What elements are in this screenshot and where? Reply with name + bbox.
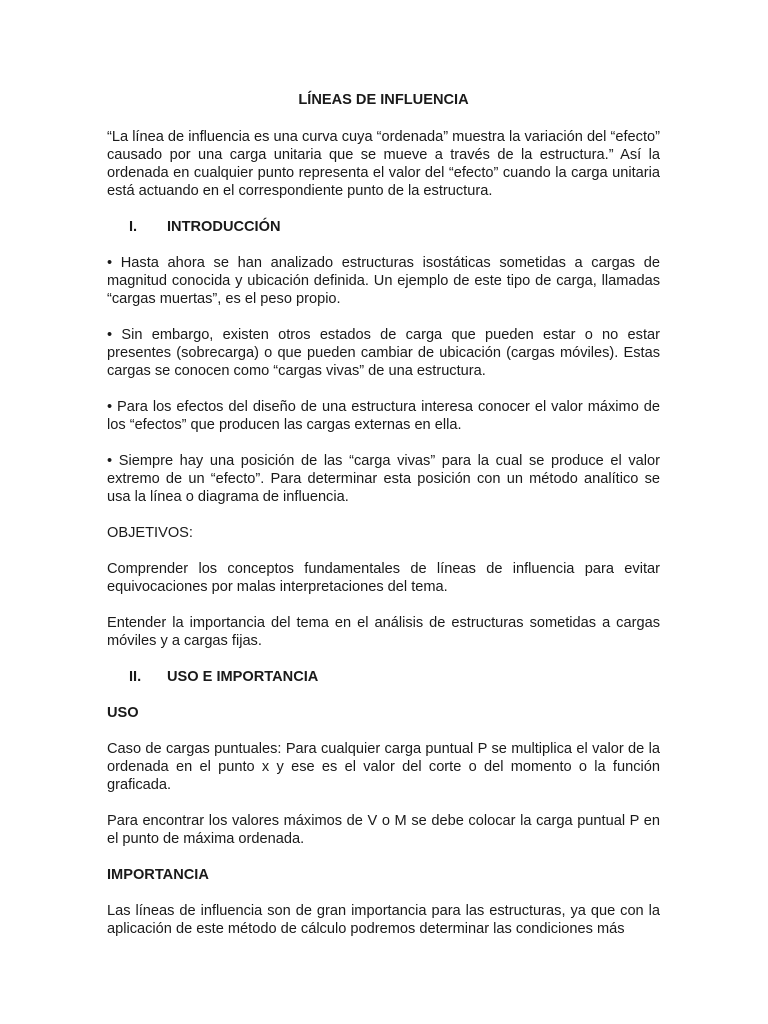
bullet-paragraph: • Sin embargo, existen otros estados de carga que pueden estar o no estar presentes (sobrecarga) o que pueden cambiar de ubicación (cargas móviles). Estas cargas se conocen como “cargas vivas” de una estructura. xyxy=(107,327,660,379)
uso-paragraph: Para encontrar los valores máximos de V o M se debe colocar la carga puntual P en el punto de máxima ordenada. xyxy=(107,813,660,847)
importancia-heading: IMPORTANCIA xyxy=(107,867,209,883)
objective-paragraph: Entender la importancia del tema en el análisis de estructuras sometidas a cargas móviles y a cargas fijas. xyxy=(107,615,660,649)
uso-heading: USO xyxy=(107,705,139,721)
bullet-paragraph: • Siempre hay una posición de las “carga vivas” para la cual se produce el valor extremo de un “efecto”. Para determinar esta posición con un método analítico se usa la línea o diagrama de influencia. xyxy=(107,453,660,505)
section-number: II. xyxy=(129,669,142,685)
intro-quote-paragraph: “La línea de influencia es una curva cuya “ordenada” muestra la variación del “efecto” causado por una carga unitaria que se mueve a través de la estructura.” Así la ordenada en cualquier punto representa el valor del “efecto” cuando la carga unitaria está actuando en el correspondiente punto de la estructura. xyxy=(107,129,660,199)
bullet-paragraph: • Para los efectos del diseño de una estructura interesa conocer el valor máximo de los “efectos” que producen las cargas externas en ella. xyxy=(107,399,660,433)
objective-paragraph: Comprender los conceptos fundamentales de líneas de influencia para evitar equivocaciones por malas interpretaciones del tema. xyxy=(107,561,660,595)
objectives-label: OBJETIVOS: xyxy=(107,525,193,541)
document-title: LÍNEAS DE INFLUENCIA xyxy=(298,92,469,108)
section-heading-uso-e-importancia xyxy=(107,668,660,686)
uso-paragraph: Caso de cargas puntuales: Para cualquier carga puntual P se multiplica el valor de la ordenada en el punto x y ese es el valor del corte o del momento o la función graficada. xyxy=(107,741,660,793)
bullet-paragraph: • Hasta ahora se han analizado estructuras isostáticas sometidas a cargas de magnitud conocida y ubicación definida. Un ejemplo de este tipo de carga, llamadas “cargas muertas”, es el peso propio. xyxy=(107,255,660,307)
section-title: USO E IMPORTANCIA xyxy=(167,669,319,685)
document-page xyxy=(107,91,660,938)
section-title: INTRODUCCIÓN xyxy=(167,219,281,235)
importancia-paragraph: Las líneas de influencia son de gran importancia para las estructuras, ya que con la aplicación de este método de cálculo podremos determinar las condiciones más xyxy=(107,903,660,937)
section-heading-introduccion xyxy=(107,218,660,236)
section-number: I. xyxy=(129,219,138,235)
